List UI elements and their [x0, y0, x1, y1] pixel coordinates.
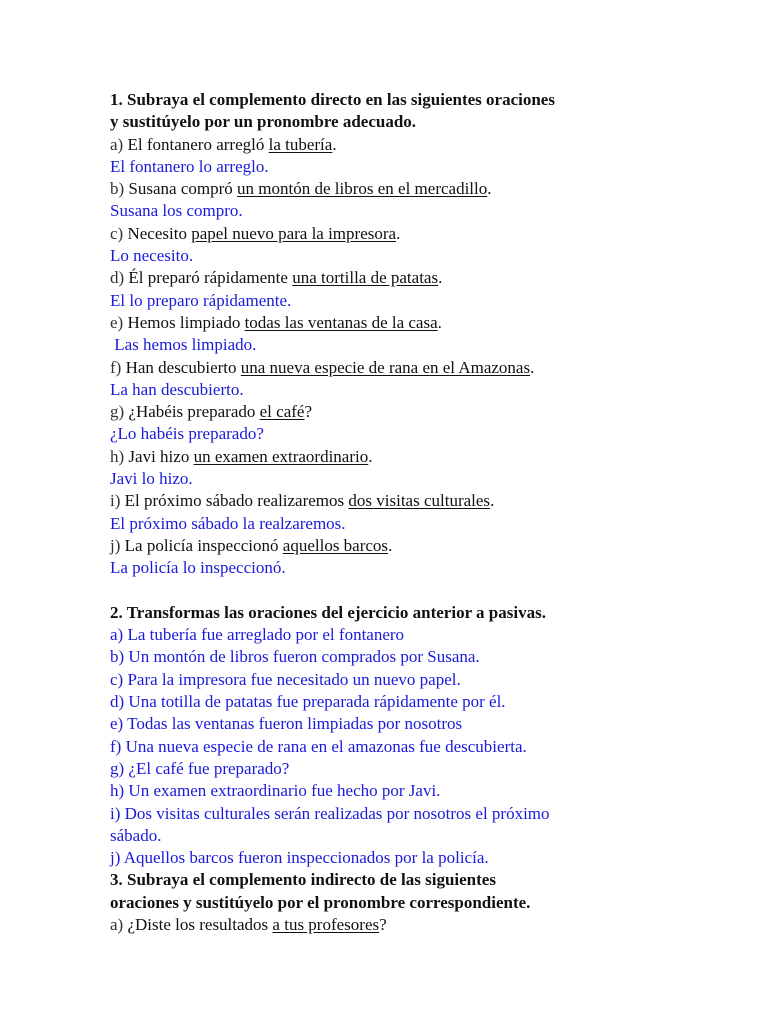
sentence-text: ¿Habéis preparado — [124, 402, 260, 422]
underlined-complement: una tortilla de patatas — [292, 268, 439, 288]
exercise-sentence — [110, 401, 750, 423]
sentence-text: Necesito — [123, 223, 192, 243]
item-letter: a) — [110, 134, 124, 154]
item-letter: j) — [110, 535, 121, 555]
answer-line: ¿Lo habéis preparado? — [110, 424, 264, 444]
answer-line: Lo necesito. — [110, 246, 194, 266]
document-page — [110, 89, 750, 936]
exercise-sentence — [110, 312, 750, 334]
answer-line: Las hemos limpiado. — [110, 335, 257, 355]
exercise-sentence — [110, 535, 750, 557]
underlined-complement: a tus profesores — [272, 914, 380, 934]
item-letter: g) — [110, 402, 125, 422]
answer-line: Javi lo hizo. — [110, 469, 193, 489]
passive-answer: c) Para la impresora fue necesitado un nuevo papel. — [110, 669, 461, 689]
sentence-text: ¿Diste los resultados — [123, 914, 273, 934]
section1-heading-line2: y sustitúyelo por un pronombre adecuado. — [110, 112, 417, 132]
item-letter: i) — [110, 491, 121, 511]
underlined-complement: una nueva especie de rana en el Amazonas — [240, 357, 531, 377]
sentence-end: . — [438, 268, 443, 288]
sentence-text: Hemos limpiado — [123, 312, 245, 332]
item-letter: e) — [110, 312, 124, 332]
underlined-complement: la tubería — [268, 134, 333, 154]
item-letter: h) — [110, 446, 125, 466]
answer-line: La policía lo inspeccionó. — [110, 558, 286, 578]
sentence-end: . — [530, 357, 535, 377]
item-letter: b) — [110, 179, 125, 199]
passive-answer: h) Un examen extraordinario fue hecho por Javi. — [110, 781, 441, 801]
exercise-sentence — [110, 446, 750, 468]
item-letter: c) — [110, 223, 124, 243]
sentence-text: Él preparó rápidamente — [124, 268, 293, 288]
sentence-end: . — [490, 491, 495, 511]
underlined-complement: dos visitas culturales — [348, 491, 491, 511]
section2-answer-list — [110, 624, 750, 869]
sentence-text: El fontanero arregló — [123, 134, 269, 154]
exercise-sentence — [110, 490, 750, 512]
exercise-sentence — [110, 267, 750, 289]
sentence-end: ? — [304, 402, 313, 422]
passive-answer: a) La tubería fue arreglado por el fontanero — [110, 625, 405, 645]
exercise-sentence — [110, 178, 750, 200]
passive-answer: e) Todas las ventanas fueron limpiadas por nosotros — [110, 714, 463, 734]
underlined-complement: un montón de libros en el mercadillo — [237, 179, 488, 199]
sentence-text: Susana compró — [124, 179, 238, 199]
passive-answer: b) Un montón de libros fueron comprados por Susana. — [110, 647, 480, 667]
sentence-end: . — [437, 312, 442, 332]
sentence-text: Javi hizo — [124, 446, 194, 466]
sentence-end: . — [332, 134, 337, 154]
sentence-end: . — [396, 223, 401, 243]
underlined-complement: todas las ventanas de la casa — [244, 312, 438, 332]
answer-line: El lo preparo rápidamente. — [110, 290, 292, 310]
underlined-complement: un examen extraordinario — [193, 446, 369, 466]
passive-answer: f) Una nueva especie de rana en el amazonas fue descubierta. — [110, 736, 527, 756]
sentence-end: . — [388, 535, 393, 555]
section3-heading-line2: oraciones y sustitúyelo por el pronombre correspondiente. — [110, 892, 531, 912]
passive-answer: i) Dos visitas culturales serán realizadas por nosotros el próximo — [110, 803, 550, 823]
answer-line: El próximo sábado la realzaremos. — [110, 513, 346, 533]
sentence-text: La policía inspeccionó — [120, 535, 283, 555]
passive-answer: d) Una totilla de patatas fue preparada rápidamente por él. — [110, 692, 506, 712]
answer-line: El fontanero lo arreglo. — [110, 156, 269, 176]
section1-heading-line1: 1. Subraya el complemento directo en las siguientes oraciones — [110, 90, 555, 109]
passive-answer: j) Aquellos barcos fueron inspeccionados por la policía. — [110, 848, 489, 868]
section-spacer — [110, 580, 750, 602]
sentence-text: El próximo sábado realizaremos — [120, 491, 349, 511]
exercise-sentence — [110, 134, 750, 156]
underlined-complement: el café — [259, 402, 305, 422]
answer-line: La han descubierto. — [110, 379, 244, 399]
section1-item-list — [110, 134, 750, 580]
passive-answer-continuation: sábado. — [110, 825, 162, 845]
answer-line: Susana los compro. — [110, 201, 243, 221]
item-letter: f) — [110, 357, 122, 377]
underlined-complement: aquellos barcos — [282, 535, 389, 555]
section2-heading: 2. Transformas las oraciones del ejercicio anterior a pasivas. — [110, 602, 546, 622]
sentence-text: Han descubierto — [121, 357, 241, 377]
exercise-sentence — [110, 223, 750, 245]
sentence-end: ? — [379, 914, 387, 934]
passive-answer: g) ¿El café fue preparado? — [110, 758, 290, 778]
exercise-sentence — [110, 357, 750, 379]
underlined-complement: papel nuevo para la impresora — [191, 223, 397, 243]
sentence-end: . — [368, 446, 373, 466]
exercise-sentence — [110, 914, 750, 936]
sentence-end: . — [487, 179, 492, 199]
section3-heading-line1: 3. Subraya el complemento indirecto de las siguientes — [110, 870, 496, 890]
item-letter: a) — [110, 914, 124, 934]
item-letter: d) — [110, 268, 125, 288]
